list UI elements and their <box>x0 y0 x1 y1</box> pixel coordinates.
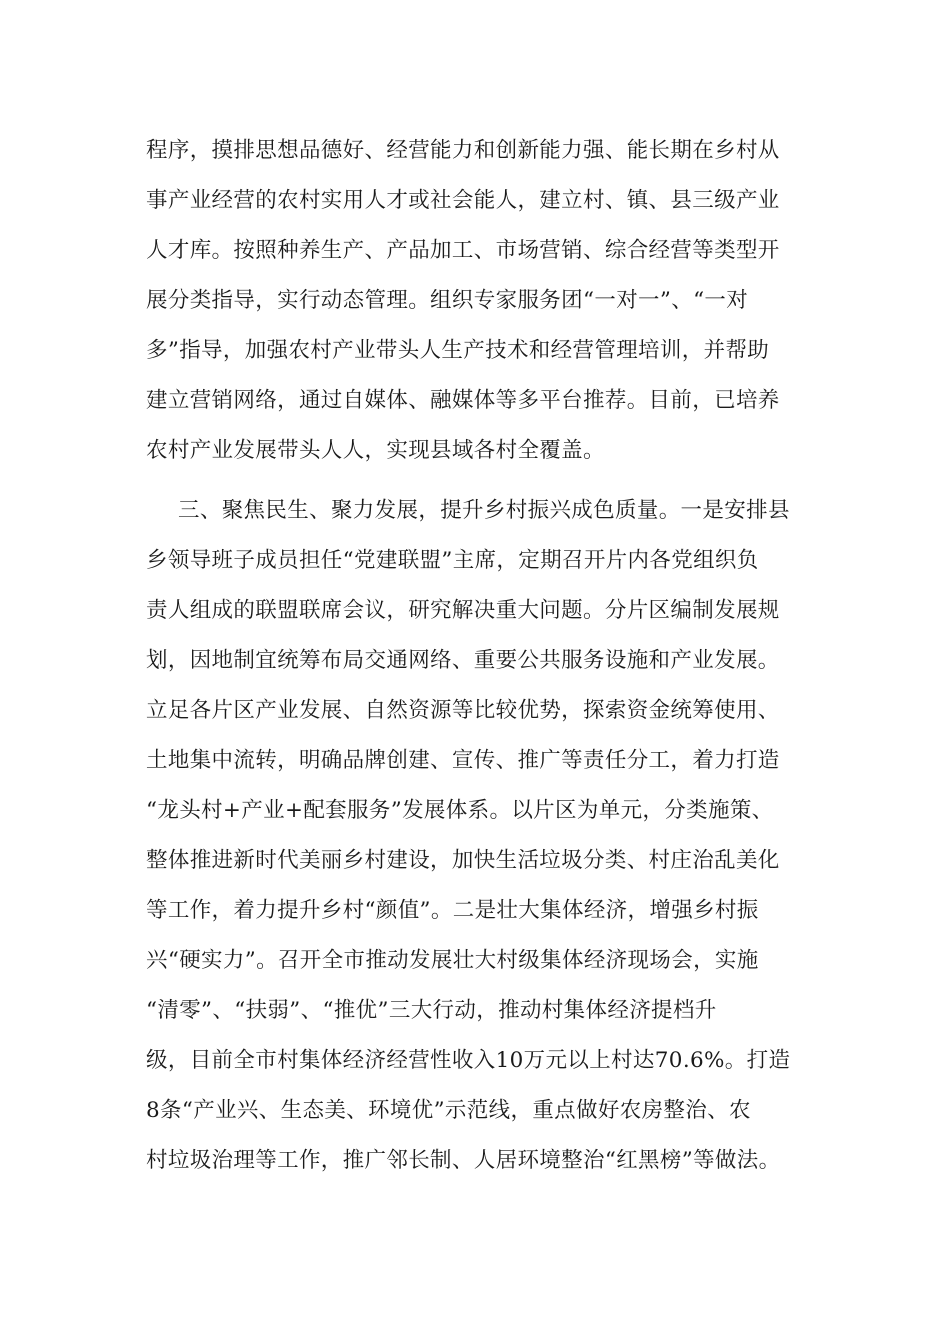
text-line: 划，因地制宜统筹布局交通网络、重要公共服务设施和产业发展。 <box>146 648 780 673</box>
text-line: 村垃圾治理等工作，推广邻长制、人居环境整治“红黑榜”等做法。 <box>146 1148 781 1173</box>
text-line: 责人组成的联盟联席会议，研究解决重大问题。分片区编制发展规 <box>146 598 780 623</box>
text-line: 8条“产业兴、生态美、环境优”示范线，重点做好农房整治、农 <box>146 1098 751 1123</box>
text-line: 整体推进新时代美丽乡村建设，加快生活垃圾分类、村庄治乱美化 <box>146 848 780 873</box>
text-line: 建立营销网络，通过自媒体、融媒体等多平台推荐。目前，已培养 <box>146 388 780 413</box>
text-line: “清零”、“扶弱”、“推优”三大行动，推动村集体经济提档升 <box>146 998 717 1023</box>
text-line: 乡领导班子成员担任“党建联盟”主席，定期召开片内各党组织负 <box>146 548 759 573</box>
text-line: 农村产业发展带头人人，实现县域各村全覆盖。 <box>146 438 605 463</box>
text-line: 三、聚焦民生、聚力发展，提升乡村振兴成色质量。一是安排县 <box>178 498 790 523</box>
text-line: 事产业经营的农村实用人才或社会能人，建立村、镇、县三级产业 <box>146 188 780 213</box>
text-line: 人才库。按照种养生产、产品加工、市场营销、综合经营等类型开 <box>146 238 780 263</box>
text-line: 等工作，着力提升乡村“颜值”。二是壮大集体经济，增强乡村振 <box>146 898 759 923</box>
text-line: 兴“硬实力”。召开全市推动发展壮大村级集体经济现场会，实施 <box>146 948 759 973</box>
text-line: 级，目前全市村集体经济经营性收入10万元以上村达70.6%。打造 <box>146 1048 791 1073</box>
text-line: 立足各片区产业发展、自然资源等比较优势，探索资金统筹使用、 <box>146 698 780 723</box>
text-line: 程序，摸排思想品德好、经营能力和创新能力强、能长期在乡村从 <box>146 138 780 163</box>
text-line: “龙头村+产业+配套服务”发展体系。以片区为单元，分类施策、 <box>146 798 774 823</box>
text-line: 展分类指导，实行动态管理。组织专家服务团“一对一”、“一对 <box>146 288 749 313</box>
text-line: 多”指导，加强农村产业带头人生产技术和经营管理培训，并帮助 <box>146 338 770 363</box>
text-line: 土地集中流转，明确品牌创建、宣传、推广等责任分工，着力打造 <box>146 748 780 773</box>
